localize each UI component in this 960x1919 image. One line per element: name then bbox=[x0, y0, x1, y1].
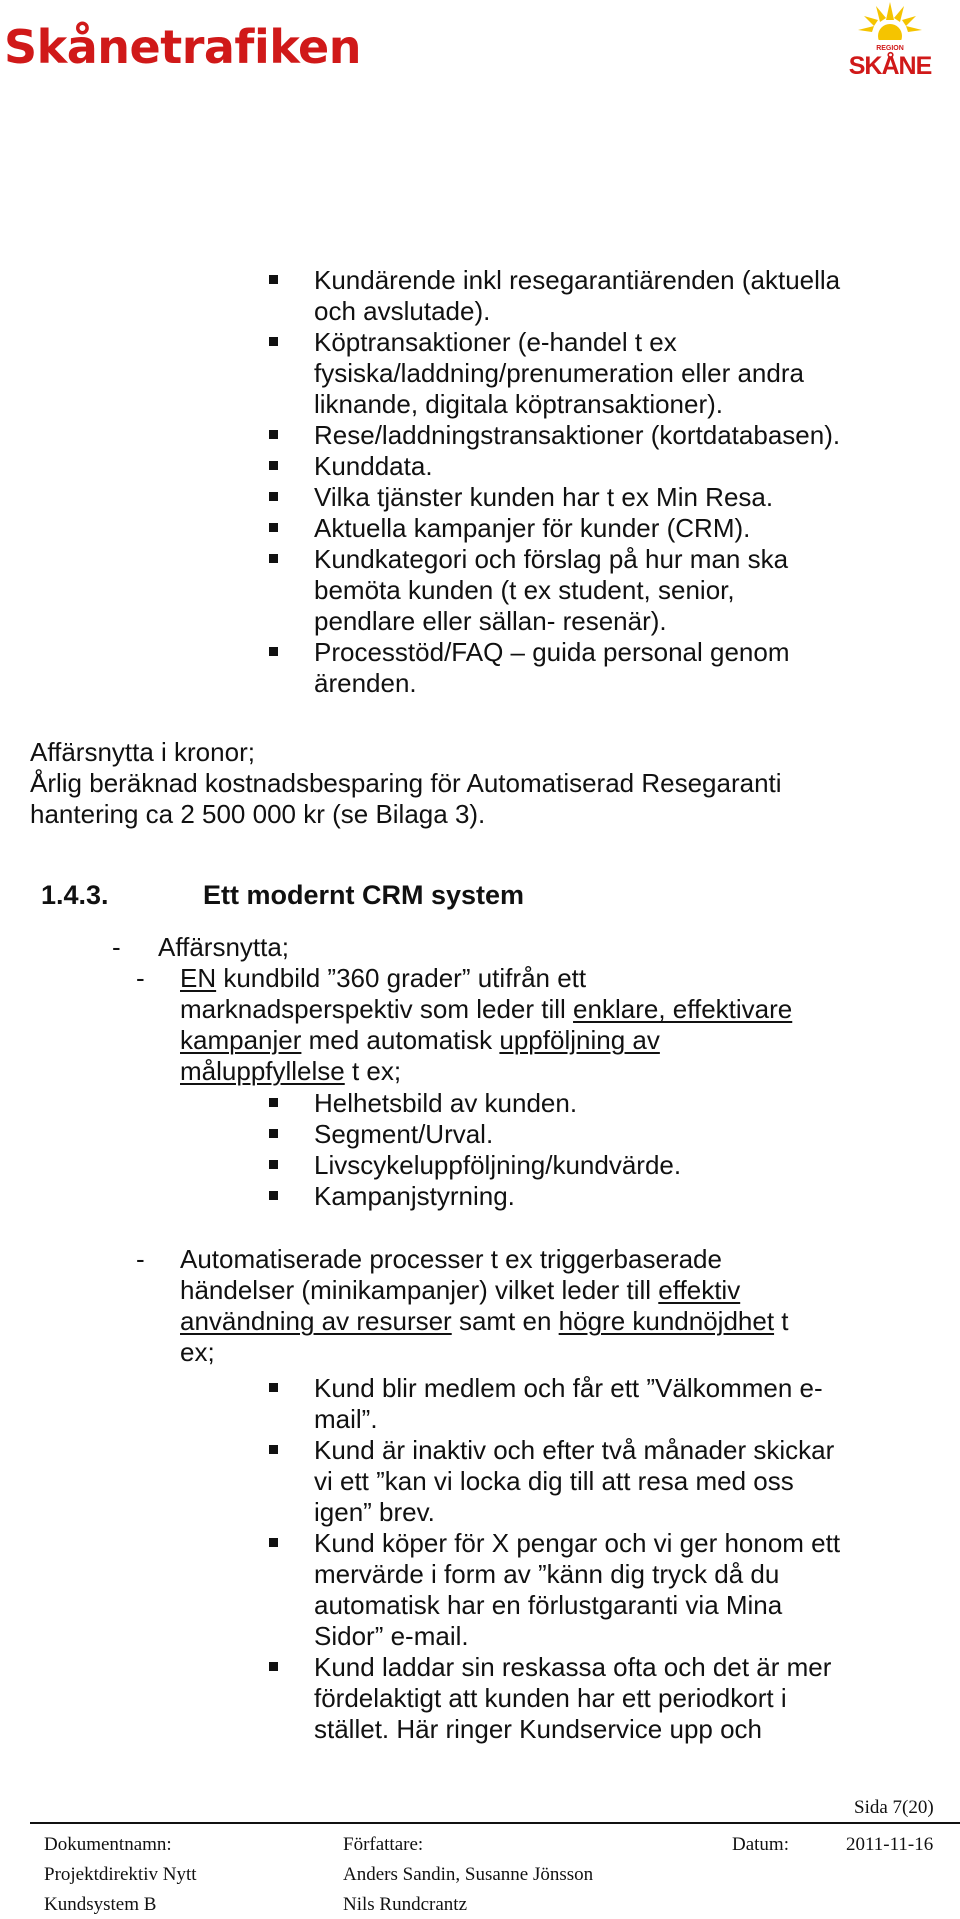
bullet-marker bbox=[269, 554, 278, 563]
dash-item-line: EN kundbild ”360 grader” utifrån ett bbox=[180, 963, 587, 993]
bullet-item-line: och avslutade). bbox=[314, 296, 491, 326]
footer-author-value: Anders Sandin, Susanne Jönsson bbox=[343, 1864, 594, 1885]
logo-small-text: REGION bbox=[876, 45, 904, 52]
bullet-marker bbox=[269, 1662, 278, 1671]
page-number: Sida 7(20) bbox=[854, 1797, 934, 1818]
dash-item-line: användning av resurser samt en högre kundnöjdhet t bbox=[180, 1306, 789, 1336]
bullet-item-line: fördelaktigt att kunden har ett periodkort i bbox=[314, 1683, 787, 1713]
dash-item-line: marknadsperspektiv som leder till enklare, effektivare bbox=[180, 994, 793, 1024]
dash-item-line: kampanjer med automatisk uppföljning av bbox=[180, 1025, 660, 1055]
bullet-item-line: Vilka tjänster kunden har t ex Min Resa. bbox=[314, 482, 774, 512]
dash-item-line: Automatiserade processer t ex triggerbaserade bbox=[180, 1244, 722, 1274]
footer-doc-value: Projektdirektiv Nytt bbox=[44, 1864, 197, 1885]
section-title: Ett modernt CRM system bbox=[203, 880, 525, 910]
bullet-marker bbox=[269, 1383, 278, 1392]
footer-divider bbox=[30, 1822, 960, 1824]
footer-date-label: Datum: bbox=[732, 1834, 789, 1855]
bullet-item-line: Kampanjstyrning. bbox=[314, 1181, 515, 1211]
bullet-marker bbox=[269, 275, 278, 284]
bullet-item-line: Kundkategori och förslag på hur man ska bbox=[314, 544, 789, 574]
footer-doc-label: Dokumentnamn: bbox=[44, 1834, 172, 1855]
bullet-item-line: pendlare eller sällan- resenär). bbox=[314, 606, 667, 636]
region-skane-logo bbox=[842, 2, 938, 82]
bullet-marker bbox=[269, 1160, 278, 1169]
paragraph-line: Årlig beräknad kostnadsbesparing för Automatiserad Resegaranti bbox=[30, 768, 782, 798]
dash-item-line: händelser (minikampanjer) vilket leder till effektiv bbox=[180, 1275, 741, 1305]
bullet-marker bbox=[269, 1538, 278, 1547]
bullet-item-line: liknande, digitala köptransaktioner). bbox=[314, 389, 724, 419]
bullet-marker bbox=[269, 1445, 278, 1454]
dash-item-text: Affärsnytta; bbox=[158, 932, 290, 962]
bullet-marker bbox=[269, 1129, 278, 1138]
bullet-marker bbox=[269, 461, 278, 470]
bullet-item-line: Processtöd/FAQ – guida personal genom bbox=[314, 637, 790, 667]
dash-item-line: ex; bbox=[180, 1337, 215, 1367]
bullet-item-line: bemöta kunden (t ex student, senior, bbox=[314, 575, 735, 605]
bullet-item-line: mervärde i form av ”känn dig tryck då du bbox=[314, 1559, 780, 1589]
bullet-item-line: ärenden. bbox=[314, 668, 417, 698]
bullet-item-line: vi ett ”kan vi locka dig till att resa med oss bbox=[314, 1466, 794, 1496]
bullet-item-line: igen” brev. bbox=[314, 1497, 435, 1527]
bullet-marker bbox=[269, 337, 278, 346]
bullet-item-line: fysiska/laddning/prenumeration eller andra bbox=[314, 358, 804, 388]
dash-item-line: måluppfyllelse t ex; bbox=[180, 1056, 402, 1086]
brand-logo-text: Skånetrafiken bbox=[4, 20, 362, 74]
footer-author-value: Nils Rundcrantz bbox=[343, 1894, 468, 1915]
bullet-item-line: Kund laddar sin reskassa ofta och det är mer bbox=[314, 1652, 832, 1682]
bullet-marker bbox=[269, 1098, 278, 1107]
bullet-marker bbox=[269, 523, 278, 532]
bullet-item-line: Kunddata. bbox=[314, 451, 433, 481]
dash-marker: - bbox=[112, 932, 121, 962]
bullet-item-line: Kund blir medlem och får ett ”Välkommen e- bbox=[314, 1373, 823, 1403]
bullet-item-line: Sidor” e-mail. bbox=[314, 1621, 469, 1651]
bullet-marker bbox=[269, 647, 278, 656]
bullet-marker bbox=[269, 430, 278, 439]
bullet-item-line: automatisk har en förlustgaranti via Mina bbox=[314, 1590, 783, 1620]
bullet-item-line: Aktuella kampanjer för kunder (CRM). bbox=[314, 513, 751, 543]
bullet-item-line: Helhetsbild av kunden. bbox=[314, 1088, 578, 1118]
bullet-marker bbox=[269, 492, 278, 501]
bullet-item-line: Livscykeluppföljning/kundvärde. bbox=[314, 1150, 682, 1180]
paragraph-line: Affärsnytta i kronor; bbox=[30, 737, 255, 767]
footer-doc-value: Kundsystem B bbox=[44, 1894, 157, 1915]
paragraph-line: hantering ca 2 500 000 kr (se Bilaga 3). bbox=[30, 799, 486, 829]
dash-marker: - bbox=[136, 1244, 145, 1274]
bullet-item-line: mail”. bbox=[314, 1404, 378, 1434]
bullet-item-line: stället. Här ringer Kundservice upp och bbox=[314, 1714, 763, 1744]
bullet-item-line: Kundärende inkl resegarantiärenden (aktuella bbox=[314, 265, 841, 295]
bullet-item-line: Rese/laddningstransaktioner (kortdatabasen). bbox=[314, 420, 841, 450]
bullet-item-line: Segment/Urval. bbox=[314, 1119, 494, 1149]
logo-text: SKÅNE bbox=[848, 52, 932, 80]
bullet-item-line: Kund köper för X pengar och vi ger honom ett bbox=[314, 1528, 841, 1558]
footer-date-value: 2011-11-16 bbox=[846, 1834, 934, 1855]
section-number: 1.4.3. bbox=[41, 880, 109, 910]
bullet-marker bbox=[269, 1191, 278, 1200]
bullet-item-line: Köptransaktioner (e-handel t ex bbox=[314, 327, 677, 357]
bullet-item-line: Kund är inaktiv och efter två månader skickar bbox=[314, 1435, 835, 1465]
dash-marker: - bbox=[136, 963, 145, 993]
footer-author-label: Författare: bbox=[343, 1834, 424, 1855]
